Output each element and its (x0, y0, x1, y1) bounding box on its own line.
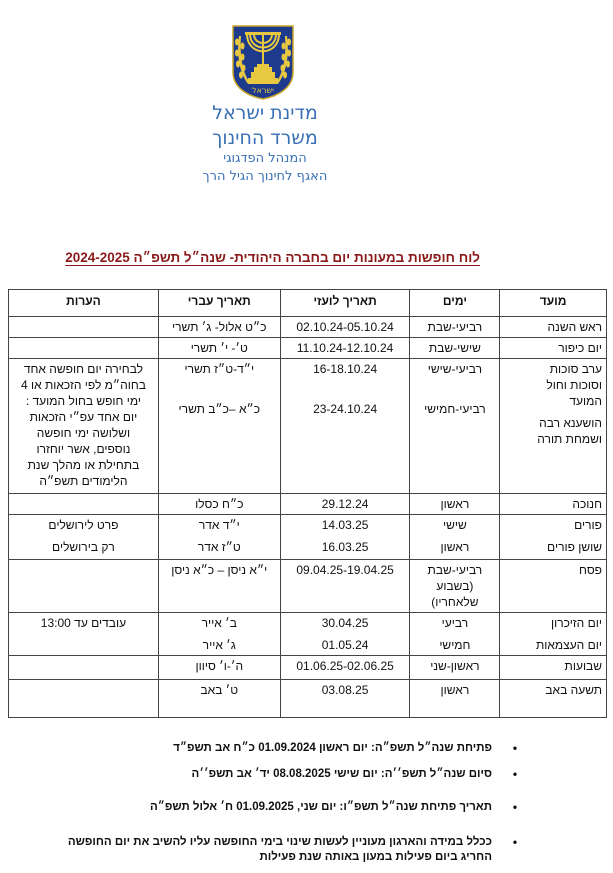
gregorian-date-cell: 03.08.25 (280, 680, 410, 718)
org-state-name: מדינת ישראל (212, 102, 318, 124)
column-header-days: ימים (410, 290, 500, 317)
note-schedule-change-policy: • ככלל במידה והארגון מעוניין לעשות שינוי בימי החופשה עליו להשיב את יום החופשה החריג ביום פעילות במעון באותה שנת פעילות (0, 835, 520, 865)
event-cell: יום הזיכרון יום העצמאות (500, 613, 607, 656)
hebrew-date-cell: כ״ט אלול- ג׳ תשרי (158, 317, 280, 338)
hebrew-date-cell: י״ד-ט״ז תשרי כ״א –כ״ב תשרי (158, 359, 280, 494)
hebrew-date-cell: כ״ח כסלו (158, 494, 280, 515)
days-cell: רביעי-שישי רביעי-חמישי (410, 359, 500, 494)
note-school-year-opening: • פתיחת שנה״ל תשפ״ה: יום ראשון 01.09.2024 כ״ח אב תשפ״ד (30, 741, 520, 756)
column-header-event: מועד (500, 290, 607, 317)
days-cell: ראשון (410, 680, 500, 718)
hebrew-date-cell: י״א ניסן – כ״א ניסן (158, 560, 280, 613)
bullet-icon: • (512, 835, 518, 849)
event-cell: ראש השנה (500, 317, 607, 338)
document-title: לוח חופשות במעונות יום בחברה היהודית- שנה״ל תשפ״ה 2024-2025 (65, 250, 480, 265)
event-cell: פורים שושן פורים (500, 515, 607, 560)
days-cell: שישי ראשון (410, 515, 500, 560)
column-header-notes: הערות (9, 290, 159, 317)
hebrew-date-cell: ט׳- י׳ תשרי (158, 338, 280, 359)
hebrew-date-cell: ב׳ אייר ג׳ אייר (158, 613, 280, 656)
bullet-icon: • (512, 741, 518, 755)
event-cell: חנוכה (500, 494, 607, 515)
days-cell: שישי-שבת (410, 338, 500, 359)
note-next-year-opening: • תאריך פתיחת שנה״ל תשפ״ו: יום שני, 01.09.2025 ח׳ אלול תשפ״ה (30, 800, 520, 815)
gregorian-date-cell: 01.06.25-02.06.25 (280, 656, 410, 680)
days-cell: רביעי חמישי (410, 613, 500, 656)
gregorian-date-cell: 14.03.25 16.03.25 (280, 515, 410, 560)
notes-cell: עובדים עד 13:00 (9, 613, 159, 656)
gregorian-date-cell: 29.12.24 (280, 494, 410, 515)
notes-cell: פרט לירושלים רק בירושלים (9, 515, 159, 560)
gregorian-date-cell: 02.10.24-05.10.24 (280, 317, 410, 338)
gregorian-date-cell: 11.10.24-12.10.24 (280, 338, 410, 359)
bullet-icon: • (512, 800, 518, 814)
hebrew-date-cell: ה׳-ו׳ סיוון (158, 656, 280, 680)
column-header-hebrew-date: תאריך עברי (158, 290, 280, 317)
days-cell: רביעי-שבת (410, 317, 500, 338)
gregorian-date-cell: 16-18.10.24 23-24.10.24 (280, 359, 410, 494)
event-cell: פסח (500, 560, 607, 613)
event-cell: ערב סוכות וסוכות וחול המועד הושענא רבה ושמחת תורה (500, 359, 607, 494)
org-ministry-name: משרד החינוך (212, 127, 318, 149)
org-administration-name: המנהל הפדגוגי (223, 151, 307, 166)
gregorian-date-cell: 30.04.25 01.05.24 (280, 613, 410, 656)
svg-text:ישראל: ישראל (252, 86, 274, 95)
event-cell: יום כיפור (500, 338, 607, 359)
note-school-year-closing: • סיום שנה״ל תשפ׳׳ה: יום שישי 08.08.2025 יד׳ אב תשפ׳׳ה (30, 767, 520, 782)
hebrew-date-cell: י״ד אדר ט״ז אדר (158, 515, 280, 560)
column-header-gregorian-date: תאריך לועזי (280, 290, 410, 317)
days-cell: ראשון-שני (410, 656, 500, 680)
event-cell: שבועות (500, 656, 607, 680)
notes-list (30, 0, 520, 873)
org-division-name: האגף לחינוך הגיל הרך (202, 169, 328, 184)
bullet-icon: • (512, 767, 518, 781)
gregorian-date-cell: 09.04.25-19.04.25 (280, 560, 410, 613)
days-cell: ראשון (410, 494, 500, 515)
days-cell: רביעי-שבת (בשבוע שלאחריו) (410, 560, 500, 613)
notes-cell: לבחירה יום חופשה אחד בחוה״מ לפי הזכאות או 4 ימי חופש בחול המועד : יום אחד עפ״י הזכאות ושלושה ימי חופשה נוספים, אשר יוחזרו בתחילת או מהלך שנת הלימודים תשפ״ה (9, 359, 159, 494)
hebrew-date-cell: ט׳ באב (158, 680, 280, 718)
event-cell: תשעה באב (500, 680, 607, 718)
